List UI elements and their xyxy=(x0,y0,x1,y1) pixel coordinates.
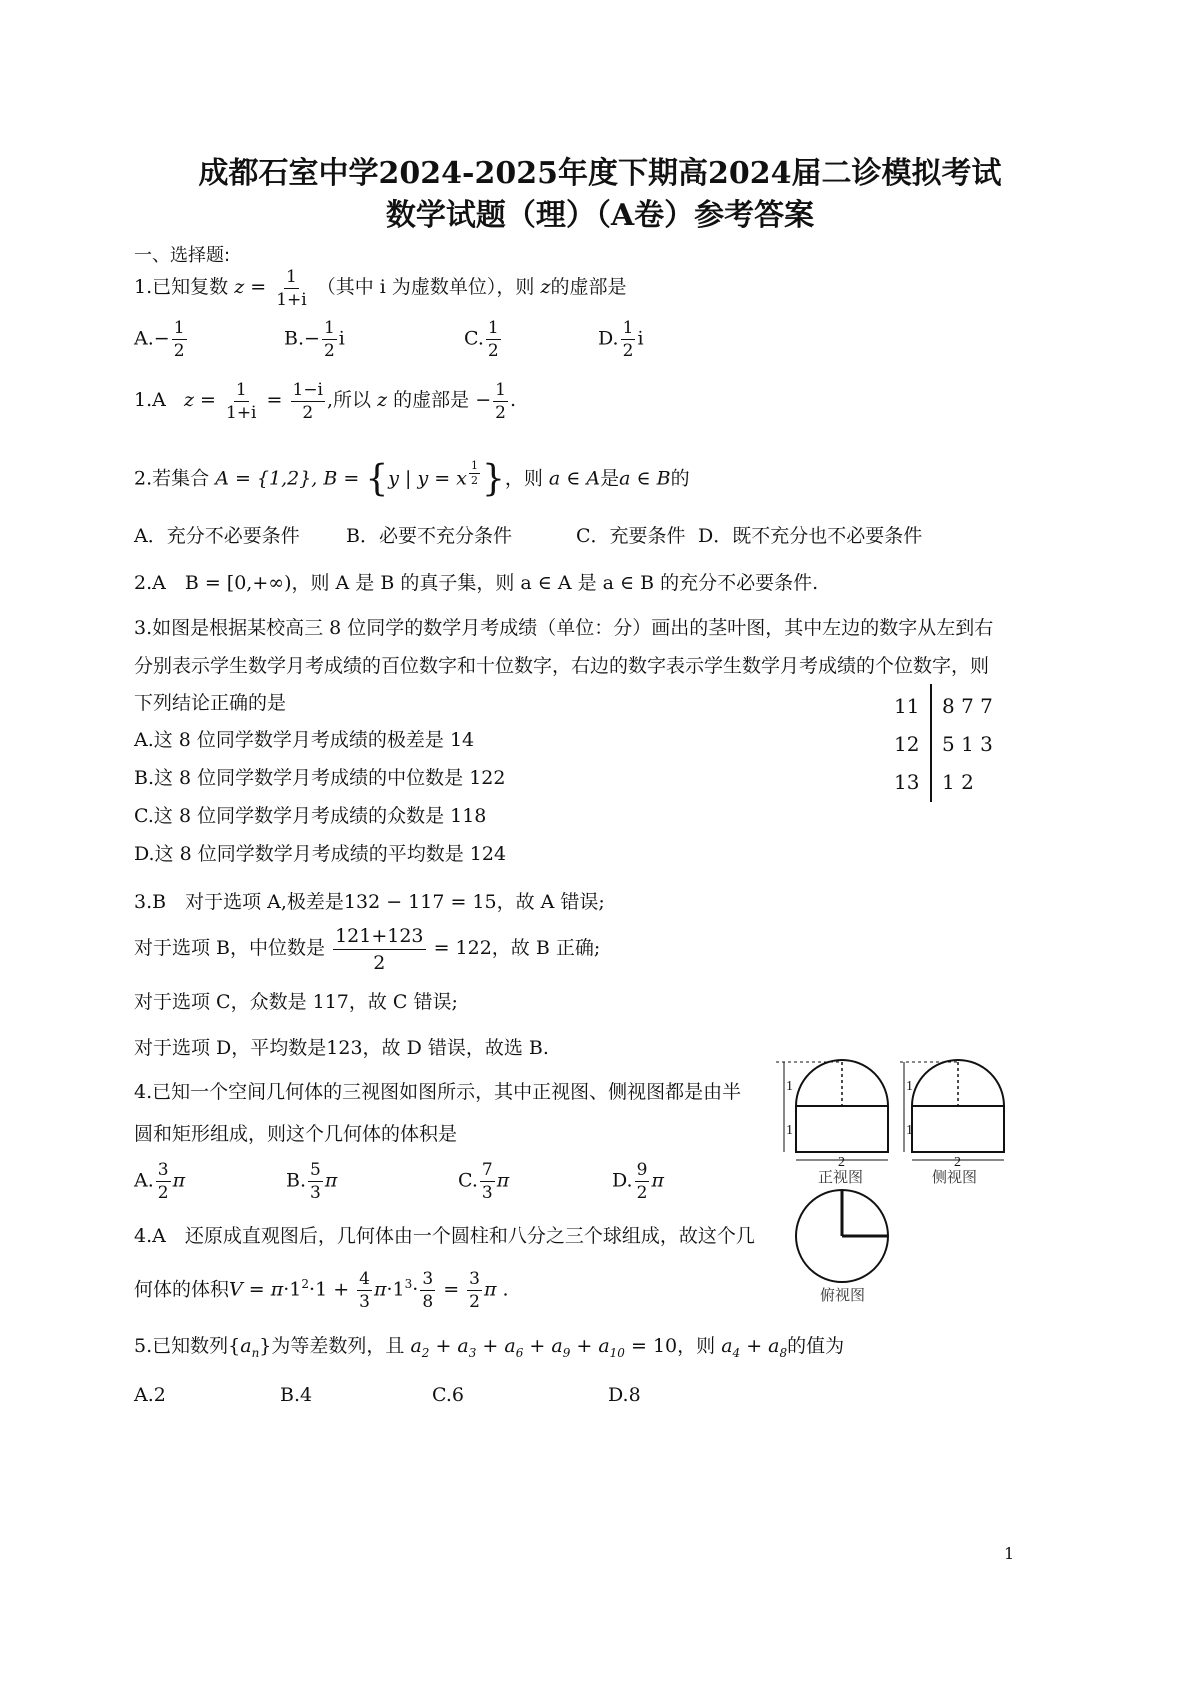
q2-cond: a ∈ A xyxy=(548,467,601,490)
q3-option-c: C.这 8 位同学数学月考成绩的众数是 118 xyxy=(134,805,487,827)
q4-frac-32 xyxy=(467,1269,482,1312)
q1-suffix: （其中 i 为虚数单位），则 xyxy=(316,276,535,298)
section-heading: 一、选择题: xyxy=(134,245,231,266)
q5-sum: $a_2 + a_3 + a_6 + a_9 + a_{10}$ xyxy=(410,1335,625,1360)
q2-mid: 是 xyxy=(600,467,620,490)
q5-pre: 5.已知数列 xyxy=(134,1335,229,1357)
q1-option-b-sign: − xyxy=(304,327,320,350)
q4-option-a-den: 2 xyxy=(157,1183,169,1203)
q1-option-c-frac xyxy=(486,318,501,361)
q5-mid: 为等差数列，且 xyxy=(271,1335,405,1357)
q4-option-a-num: 3 xyxy=(157,1160,169,1180)
q3-text-1: 3.如图是根据某校高三 8 位同学的数学月考成绩（单位：分）画出的茎叶图，其中左边的数字从左到右 xyxy=(134,617,994,639)
q4-option-d-pi: π xyxy=(651,1169,664,1192)
q1-answer-var-2: z xyxy=(377,389,388,411)
title-line-2: 数学试题（理）（A卷）参考答案 xyxy=(385,198,815,233)
q1-answer-mid: ,所以 xyxy=(327,389,372,411)
q1-answer-sign: − xyxy=(475,389,492,411)
q1-option-a-label: A. xyxy=(134,327,154,350)
q4-option-a xyxy=(134,1160,185,1203)
q4-option-c xyxy=(458,1160,509,1203)
q4-option-b-label: B. xyxy=(286,1169,307,1192)
q4-option-b-den: 3 xyxy=(310,1183,321,1203)
q3-answer-2-den: 2 xyxy=(373,951,386,974)
q3-answer-2-num: 121+123 xyxy=(333,924,425,950)
q4-pi-1: π xyxy=(270,1278,284,1301)
q2-brace-left: { xyxy=(365,458,389,500)
q4-option-a-label: A. xyxy=(134,1169,154,1192)
q3-text-3: 下列结论正确的是 xyxy=(134,692,287,714)
q1-option-b xyxy=(284,318,345,361)
side-view-label: 侧视图 xyxy=(932,1168,978,1186)
stem-row-1-leaves: 8 7 7 xyxy=(942,694,993,718)
q2-option-b: B．必要不充分条件 xyxy=(346,525,512,547)
q4-frac-32-den: 2 xyxy=(469,1291,480,1312)
q1-var: z xyxy=(234,276,245,298)
q1-option-a xyxy=(134,318,189,361)
q3-option-b: B.这 8 位同学数学月考成绩的中位数是 122 xyxy=(134,767,506,789)
q1-answer-c-num: 1 xyxy=(495,379,506,400)
q3-answer-2-post: = 122，故 B 正确; xyxy=(433,937,601,959)
q1-option-d-tail: i xyxy=(637,327,644,350)
q1-option-a-num: 1 xyxy=(173,318,185,338)
top-view-label: 俯视图 xyxy=(820,1286,866,1304)
q1-option-b-label: B. xyxy=(284,327,305,350)
three-view-figure xyxy=(776,1058,1016,1306)
q1-option-b-frac xyxy=(322,318,337,361)
q4-frac-32-num: 3 xyxy=(469,1268,480,1289)
q4-frac-43 xyxy=(357,1269,372,1312)
q3-answer-4: 对于选项 D，平均数是123，故 D 错误，故选 B. xyxy=(134,1037,549,1059)
q2-end: 的 xyxy=(670,467,690,490)
top-view xyxy=(796,1190,888,1282)
q2-option-a: A．充分不必要条件 xyxy=(134,525,300,547)
front-dim-1-bottom: 1 xyxy=(786,1123,793,1138)
q3-answer-2-pre: 对于选项 B，中位数是 xyxy=(134,937,326,959)
q4-option-a-pi: π xyxy=(172,1169,186,1192)
q2-option-c: C．充要条件 xyxy=(576,525,686,547)
q2-set-a: A = {1,2}, B = xyxy=(215,467,360,490)
q1-option-c-den: 2 xyxy=(487,341,499,361)
q1-answer-b-num: 1−i xyxy=(292,379,323,400)
q1-option-b-num: 1 xyxy=(323,318,335,338)
q3-option-a: A.这 8 位同学数学月考成绩的极差是 14 xyxy=(134,729,475,751)
q4-pi-3: π xyxy=(483,1278,497,1301)
q1-option-d xyxy=(598,318,644,361)
q1-answer-a-num: 1 xyxy=(235,379,247,400)
q1-fraction xyxy=(274,267,309,310)
front-view xyxy=(776,1060,888,1160)
q2-stem xyxy=(134,448,690,504)
q4-frac-38 xyxy=(420,1269,435,1312)
page-number: 1 xyxy=(1004,1544,1015,1563)
q3-answer-2-frac xyxy=(333,924,425,975)
q1-answer-end: . xyxy=(509,389,517,411)
q5-option-d: D.8 xyxy=(608,1384,641,1406)
q4-frac-43-den: 3 xyxy=(359,1291,370,1312)
q2-prefix: 2.若集合 xyxy=(134,467,210,490)
q3-answer-1: 3.B 对于选项 A,极差是132 − 117 = 15，故 A 错误; xyxy=(134,891,605,913)
q4-option-d-label: D. xyxy=(612,1169,633,1192)
q4-text-1: 4.已知一个空间几何体的三视图如图所示，其中正视图、侧视图都是由半 xyxy=(134,1081,742,1103)
q4-pi-2: π xyxy=(374,1278,387,1301)
q5-end: 的值为 xyxy=(787,1335,845,1357)
q1-option-b-den: 2 xyxy=(323,341,335,361)
q3-answer-3: 对于选项 C，众数是 117，故 C 错误; xyxy=(134,991,458,1013)
q4-option-c-pi: π xyxy=(496,1169,510,1192)
q4-option-b xyxy=(286,1160,337,1203)
stem-row-2-leaves: 5 1 3 xyxy=(942,732,993,756)
q5-target: $a_4 + a_8$ xyxy=(721,1335,788,1360)
q1-var-2: z xyxy=(540,276,551,298)
q1-option-a-den: 2 xyxy=(173,341,185,361)
q1-eq: = xyxy=(250,276,267,298)
front-dim-2: 2 xyxy=(838,1155,845,1170)
q4-volume-var: V xyxy=(229,1278,243,1301)
q2-exponent xyxy=(469,460,480,487)
stem-row-3-stem: 13 xyxy=(894,770,920,794)
q3-option-d: D.这 8 位同学数学月考成绩的平均数是 124 xyxy=(134,843,507,865)
q4-option-a-frac xyxy=(156,1160,171,1203)
side-dim-2: 2 xyxy=(954,1155,961,1170)
q4-option-b-frac xyxy=(308,1160,323,1203)
q1-answer-tail: 的虚部是 xyxy=(393,389,470,411)
q1-answer-frac-b xyxy=(291,380,326,423)
q1-answer-a-den: 1+i xyxy=(226,402,257,423)
stem-row-2-stem: 12 xyxy=(894,732,920,756)
q1-answer: 1.A z = $\frac{1}{1+i}$ = $\frac{1-i}{2}$ ,所以 z 的虚部是 − $\frac{1}{2}$ . xyxy=(134,379,517,423)
q1-frac-den: 1+i xyxy=(276,289,307,310)
q1-answer-var: z xyxy=(183,389,194,411)
q2-cond2: a ∈ B xyxy=(619,467,671,490)
side-dim-1-bottom: 1 xyxy=(906,1123,913,1138)
q4-frac-38-num: 3 xyxy=(422,1268,434,1289)
q1-answer-frac-a xyxy=(224,380,259,423)
q2-option-d: D．既不充分也不必要条件 xyxy=(698,525,923,547)
q4-option-d-num: 9 xyxy=(636,1160,648,1180)
q5-stem: 5.已知数列$\{a_n\}$为等差数列，且 $a_2 + a_3 + a_6 + a_9 + a_{10} = 10$，则 $a_4 + a_8$的值为 xyxy=(134,1335,845,1360)
side-view-rect xyxy=(912,1106,1004,1152)
q4-option-c-num: 7 xyxy=(481,1160,493,1180)
q4-option-d-frac xyxy=(635,1160,650,1203)
q1-option-c xyxy=(464,318,503,361)
q4-frac-43-num: 4 xyxy=(359,1268,370,1289)
q5-option-c: C.6 xyxy=(432,1384,464,1406)
q5-eq: = 10 xyxy=(630,1335,678,1357)
front-view-rect xyxy=(796,1106,888,1152)
q1-answer-frac-c xyxy=(493,380,508,423)
q1-option-c-label: C. xyxy=(464,327,484,350)
q1-option-b-tail: i xyxy=(338,327,345,350)
q1-suffix2: 的虚部是 xyxy=(550,276,627,298)
q4-option-c-frac xyxy=(480,1160,495,1203)
q2-exp-den: 2 xyxy=(470,474,478,487)
q2-set-b: y | y = x xyxy=(388,467,467,490)
q4-text-2: 圆和矩形组成，则这个几何体的体积是 xyxy=(134,1123,458,1145)
q3-answer-2 xyxy=(134,922,600,975)
q2-brace-right: } xyxy=(481,458,505,500)
q5-post: ，则 xyxy=(677,1335,716,1357)
q3-text-2: 分别表示学生数学月考成绩的百位数字和十位数字，右边的数字表示学生数学月考成绩的个位数字，则 xyxy=(134,655,990,677)
q1-option-d-frac xyxy=(621,318,636,361)
q1-answer-label: 1.A xyxy=(134,389,166,411)
stem-leaf-divider xyxy=(930,684,932,802)
q2-suffix: ，则 xyxy=(504,467,543,490)
q1-option-d-num: 1 xyxy=(622,318,634,338)
q4-option-d xyxy=(612,1160,664,1203)
q1-option-c-num: 1 xyxy=(487,318,499,338)
q4-option-c-label: C. xyxy=(458,1169,478,1192)
q1-option-a-frac xyxy=(172,318,187,361)
q4-option-d-den: 2 xyxy=(636,1183,648,1203)
q1-option-a-sign: − xyxy=(153,327,170,350)
q4-option-c-den: 3 xyxy=(481,1183,493,1203)
q1-answer-c-den: 2 xyxy=(495,402,506,423)
q4-frac-38-den: 8 xyxy=(422,1291,434,1312)
q1-prefix: 1.已知复数 xyxy=(134,276,229,298)
title-line-1: 成都石室中学2024-2025年度下期高2024届二诊模拟考试 xyxy=(198,156,1002,191)
side-view xyxy=(900,1060,1004,1160)
front-dim-1-top: 1 xyxy=(786,1079,793,1094)
q4-answer-2: 何体的体积$V = \pi\cdot 1^2\cdot 1$ + $\frac{4}{3}$ $\pi\cdot 1^3\cdot$ $\frac{3}{8}$ = $\frac{3}{2}$ π . xyxy=(134,1268,509,1312)
q2-answer: 2.A B = [0,+∞)，则 A 是 B 的真子集，则 a ∈ A 是 a ∈ B 的充分不必要条件. xyxy=(134,572,819,594)
front-view-label: 正视图 xyxy=(818,1168,864,1186)
stem-row-1-stem: 11 xyxy=(894,694,920,718)
q4-answer-2-pre: 何体的体积 xyxy=(134,1278,230,1301)
q1-stem xyxy=(134,265,627,310)
stem-row-3-leaves: 1 2 xyxy=(942,770,974,794)
q1-frac-num: 1 xyxy=(286,266,297,287)
side-dim-1-top: 1 xyxy=(906,1079,913,1094)
q2-exp-num: 1 xyxy=(470,459,478,472)
q5-seq: $a_n$ xyxy=(240,1335,260,1360)
q5-option-b: B.4 xyxy=(280,1384,313,1406)
q4-option-b-num: 5 xyxy=(310,1160,321,1180)
q4-answer-1: 4.A 还原成直观图后，几何体由一个圆柱和八分之三个球组成，故这个几 xyxy=(134,1225,755,1247)
q1-answer-b-den: 2 xyxy=(302,402,314,423)
q1-option-d-den: 2 xyxy=(622,341,634,361)
q1-option-d-label: D. xyxy=(598,327,619,350)
q5-option-a: A.2 xyxy=(134,1384,166,1406)
q4-option-b-pi: π xyxy=(324,1169,338,1192)
